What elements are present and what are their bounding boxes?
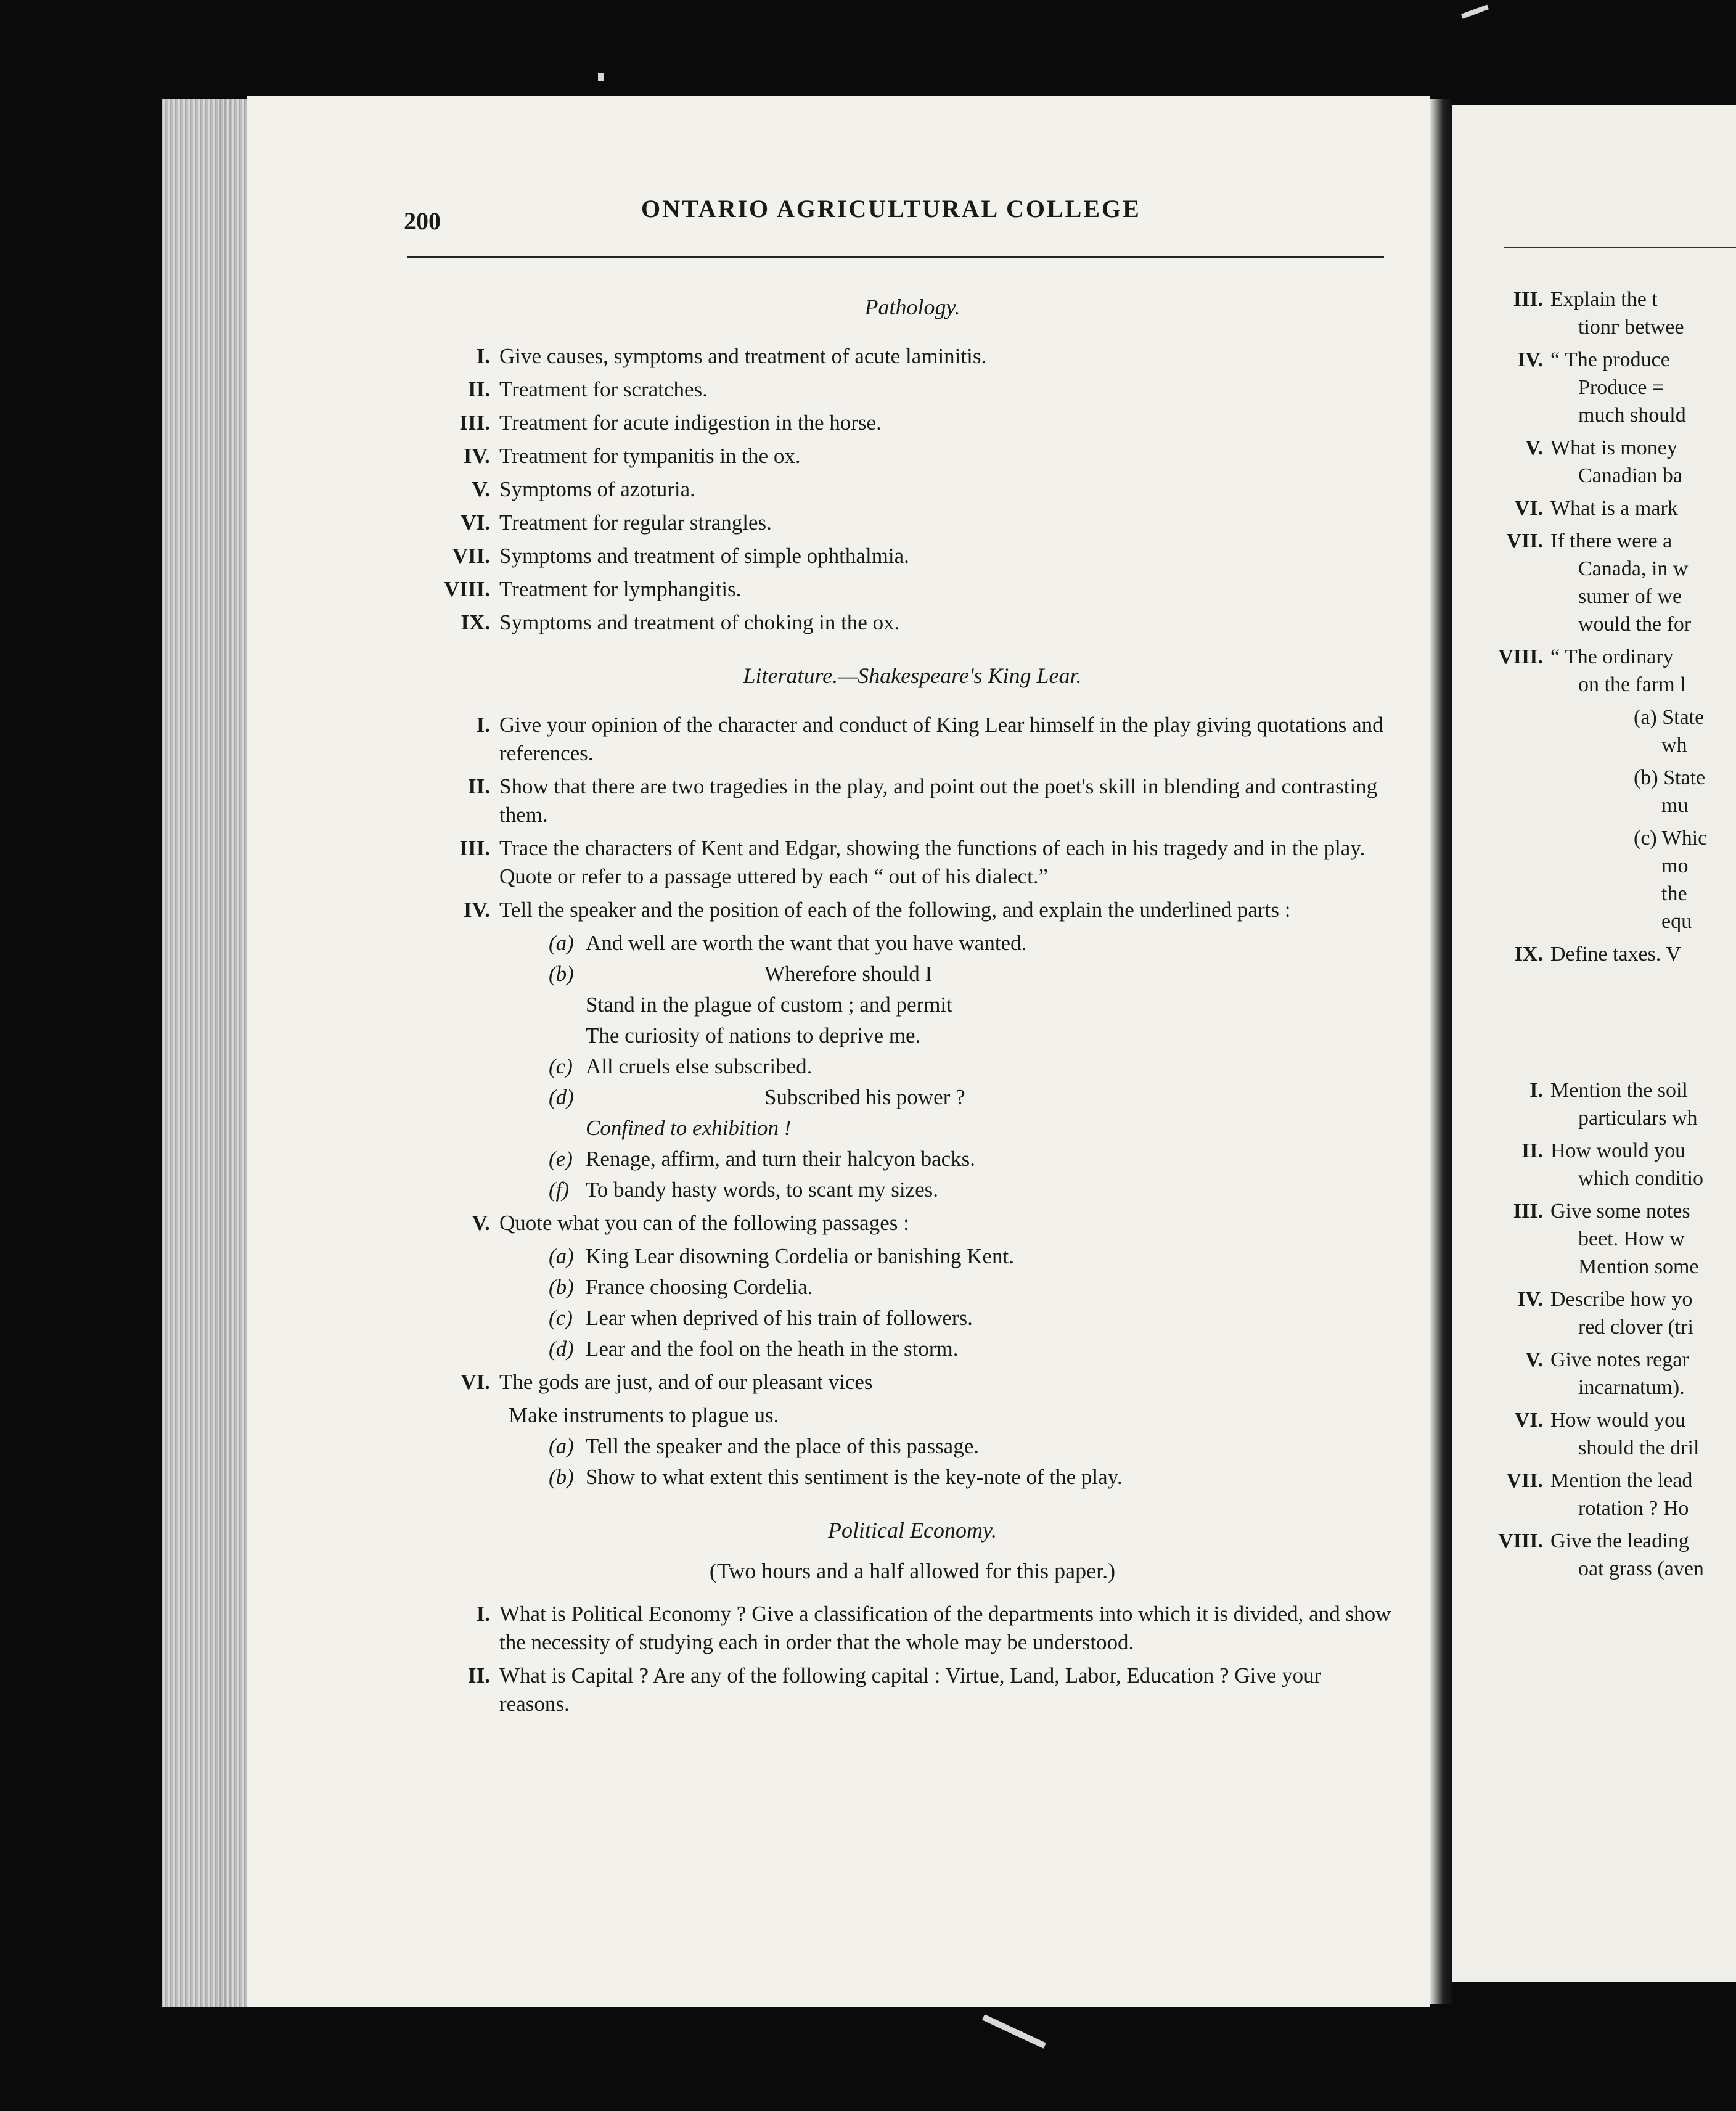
quoted-line: Confined to exhibition ! (586, 1116, 792, 1140)
question: VIII. Treatment for lymphangitis. (444, 577, 742, 601)
question: VIII. “ The ordinary on the farm l (1498, 646, 1686, 696)
question: II. How would you which conditio (1521, 1139, 1704, 1190)
scan-mark (982, 2014, 1046, 2049)
question: VI. Treatment for regular strangles. (461, 510, 772, 535)
question: I. Mention the soil particulars wh (1529, 1079, 1698, 1129)
question: V. Quote what you can of the following passages : (472, 1211, 909, 1235)
question: III. Explain the t tionг betwee (1513, 288, 1684, 338)
section-heading-literature: Literature.—Shakespeare's King Lear. (743, 663, 1082, 688)
question: VII. Mention the lead rotation ? Ho (1506, 1469, 1693, 1520)
question: IX. Define taxes. V (1514, 943, 1681, 965)
question: IV. Treatment for tympanitis in the ox. (463, 444, 801, 468)
section-heading-political-economy: Political Economy. (828, 1518, 997, 1543)
scan-mark (1461, 5, 1489, 19)
question: IV. “ The produce Produce = much should (1517, 348, 1686, 427)
quoted-line: (e) Renage, affirm, and turn their halcyon backs. (549, 1147, 976, 1171)
quoted-line: (f) To bandy hasty words, to scant my sizes. (549, 1178, 939, 1202)
sub-item: (a) Tell the speaker and the place of this passage. (549, 1434, 979, 1458)
book-gutter (1430, 99, 1452, 2004)
sub-item: (b) Show to what extent this sentiment is the key-note of the play. (549, 1465, 1123, 1489)
quoted-line: (d) Subscribed his power ? (549, 1085, 965, 1109)
question: VIII. Give the leading oat grass (aven (1498, 1530, 1704, 1580)
question: II. Treatment for scratches. (468, 377, 708, 401)
question: IX. Symptoms and treatment of choking in the ox. (461, 610, 900, 634)
question: II. What is Capital ? Are any of the following capital : Virtue, Land, Labor, Education ? Give your reasons. (468, 1663, 1322, 1716)
question: I. What is Political Economy ? Give a classification of the departments into which it is divided, and show the necessity of studying each in order that the whole may be understood. (476, 1602, 1391, 1654)
quoted-line: (b) Wherefore should I (549, 962, 933, 986)
question: VI. The gods are just, and of our pleasant vices (461, 1370, 873, 1394)
quoted-line: The curiosity of nations to deprive me. (586, 1023, 921, 1047)
question: VI. What is a mark (1514, 497, 1678, 520)
right-page-header-rule (1504, 247, 1736, 248)
question: I. Give your opinion of the character and conduct of King Lear himself in the play giving quotations and references. (476, 713, 1383, 765)
right-page-content (1489, 281, 1736, 1588)
question: III. Trace the characters of Kent and Edgar, showing the functions of each in his tragedy and in the play. Quote or refer to a passage uttered by each “ out of his dialect.” (459, 836, 1365, 888)
quoted-line: Stand in the plague of custom ; and permit (586, 993, 952, 1017)
quoted-line: (a) And well are worth the want that you have wanted. (549, 931, 1027, 955)
sub-item: (d) Lear and the fool on the heath in the storm. (549, 1337, 959, 1361)
time-allowed-note: (Two hours and a half allowed for this paper.) (709, 1559, 1116, 1583)
scan-mark (598, 73, 604, 81)
question: VII. Symptoms and treatment of simple ophthalmia. (452, 544, 909, 568)
question: V. What is money Canadian ba (1525, 437, 1682, 487)
question: III. Give some notes beet. How w Mention some (1513, 1200, 1699, 1278)
page-number: 200 (404, 207, 441, 235)
question: V. Give notes regar incarnatum). (1525, 1348, 1689, 1399)
section-heading-pathology: Pathology. (864, 295, 960, 319)
question: IV. Describe how yo red clover (tri (1517, 1288, 1693, 1338)
header-rule (407, 256, 1384, 258)
left-page-content (432, 281, 1393, 1723)
question: IV. Tell the speaker and the position of each of the following, and explain the underlined parts : (463, 898, 1291, 922)
quoted-line: (c) All cruels else subscribed. (549, 1054, 813, 1078)
sub-item: (c) Whic mo the equ (1634, 827, 1708, 933)
sub-item: (b) State mu (1634, 766, 1706, 817)
sub-item: (b) France choosing Cordelia. (549, 1275, 813, 1299)
question: VI. How would you should the dril (1514, 1409, 1700, 1459)
quoted-line: Make instruments to plague us. (509, 1403, 779, 1427)
sub-item: (a) State wh (1634, 706, 1705, 756)
book-page-edges (162, 99, 248, 2007)
question: III. Treatment for acute indigestion in the horse. (459, 411, 882, 435)
question: II. Show that there are two tragedies in the play, and point out the poet's skill in blending and contrasting them. (468, 774, 1378, 827)
section-gap (1489, 973, 1736, 1072)
question: I. Give causes, symptoms and treatment of acute laminitis. (476, 344, 987, 368)
question: V. Symptoms of azoturia. (472, 477, 695, 501)
question: VII. If there were a Canada, in w sumer of we would the for (1506, 530, 1692, 636)
running-title: ONTARIO AGRICULTURAL COLLEGE (641, 195, 1141, 223)
sub-item: (c) Lear when deprived of his train of followers. (549, 1306, 973, 1330)
sub-item: (a) King Lear disowning Cordelia or banishing Kent. (549, 1244, 1015, 1268)
